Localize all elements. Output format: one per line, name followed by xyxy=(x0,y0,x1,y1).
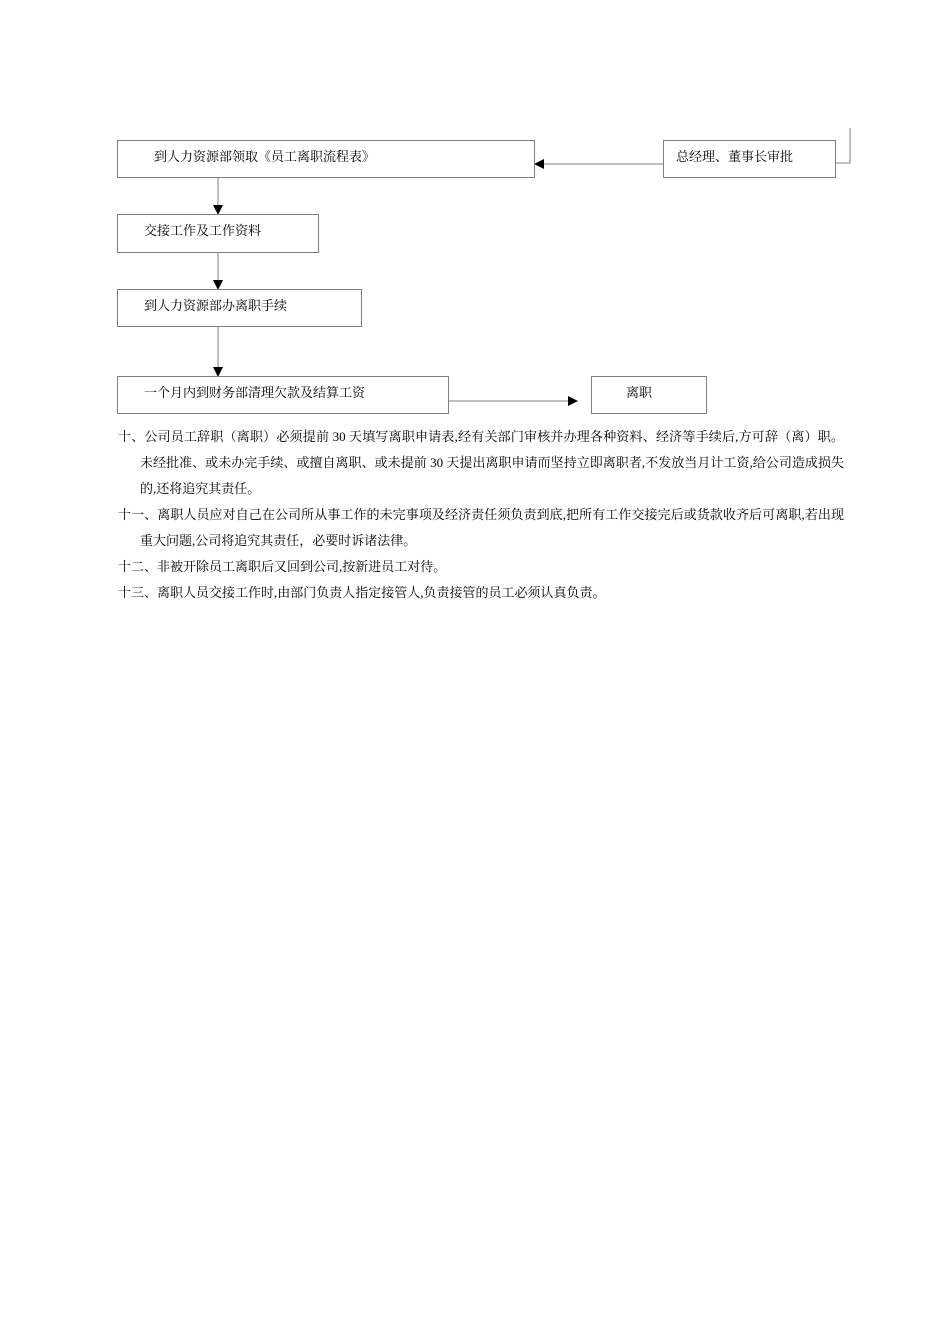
flow-step-collect-form xyxy=(117,140,535,178)
flow-step-procedures-label: 到人力资源部办离职手续 xyxy=(144,298,288,313)
flow-step-finance xyxy=(117,376,449,414)
flow-step-finance-label: 一个月内到财务部清理欠款及结算工资 xyxy=(144,385,366,400)
rules-section xyxy=(118,424,844,606)
flow-step-handover xyxy=(117,214,319,253)
flow-step-handover-label: 交接工作及工作资料 xyxy=(144,223,262,238)
rule-10: 十、公司员工辞职（离职）必须提前 30 天填写离职申请表,经有关部门审核并办理各种资料、经济等手续后,方可辞（离）职。未经批准、或未办完手续、或擅自离职、或未提前 30 天提出离职申请而坚持立即离职者,不发放当月计工资,给公司造成损失的,还将追究其责任。 xyxy=(118,429,844,496)
rule-12: 十二、非被开除员工离职后又回到公司,按新进员工对待。 xyxy=(118,559,447,574)
flow-step-procedures xyxy=(117,289,362,327)
flow-step-approval xyxy=(663,140,836,178)
flow-step-approval-label: 总经理、董事长审批 xyxy=(676,149,794,164)
flow-step-collect-form-label: 到人力资源部领取《员工离职流程表》 xyxy=(154,149,376,164)
flow-step-leave-label: 离职 xyxy=(626,385,653,400)
rule-13: 十三、离职人员交接工作时,由部门负责人指定接管人,负责接管的员工必须认真负责。 xyxy=(118,585,606,600)
approval-input-connector xyxy=(836,128,850,163)
rule-11: 十一、离职人员应对自己在公司所从事工作的未完事项及经济责任须负责到底,把所有工作交接完后或货款收齐后可离职,若出现重大问题,公司将追究其责任，必要时诉诸法律。 xyxy=(118,507,844,548)
flow-step-leave xyxy=(591,376,707,414)
